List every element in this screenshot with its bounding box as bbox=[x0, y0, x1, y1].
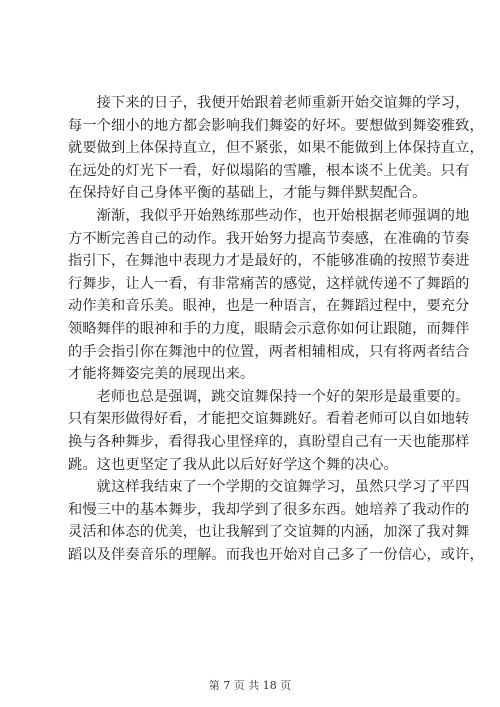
text-line: 和慢三中的基本舞步，我却学到了很多东西。她培养了我动作的 bbox=[68, 501, 470, 518]
text-line: 跳。这也更坚定了我从此以后好好学这个舞的决心。 bbox=[68, 456, 398, 473]
text-line: 指引下，在舞池中表现力才是最好的，不能够准确的按照节奏进 bbox=[68, 253, 470, 270]
text-line: 接下来的日子，我便开始跟着老师重新开始交谊舞的学习， bbox=[68, 95, 470, 111]
page-footer bbox=[0, 677, 500, 693]
text-line: 每一个细小的地方都会影响我们舞姿的好坏。要想做到舞姿雅致， bbox=[68, 117, 484, 134]
text-line: 才能将舞姿完美的展现出来。 bbox=[68, 366, 255, 383]
text-line: 的手会指引你在舞池中的位置，两者相辅相成，只有将两者结合 bbox=[68, 343, 470, 360]
paragraph-3 bbox=[68, 386, 470, 476]
paragraph-1 bbox=[68, 92, 484, 205]
text-line: 就要做到上体保持直立，但不紧张，如果不能做到上体保持直立， bbox=[68, 140, 484, 157]
text-line: 渐渐，我似乎开始熟练那些动作，也开始根据老师强调的地 bbox=[68, 207, 470, 224]
text-line: 方不断完善自己的动作。我开始努力提高节奏感，在准确的节奏 bbox=[68, 230, 470, 247]
document-body bbox=[68, 92, 484, 566]
text-line: 就这样我结束了一个学期的交谊舞学习，虽然只学习了平四 bbox=[68, 479, 470, 496]
paragraph-2 bbox=[68, 205, 470, 386]
text-line: 老师也总是强调，跳交谊舞保持一个好的架形是最重要的。 bbox=[68, 388, 470, 405]
text-line: 只有架形做得好看，才能把交谊舞跳好。看着老师可以自如地转 bbox=[68, 411, 470, 428]
text-line: 灵活和体态的优美，也让我解到了交谊舞的内涵，加深了我对舞 bbox=[68, 524, 470, 541]
text-line: 领略舞伴的眼神和手的力度，眼睛会示意你如何让跟随，而舞伴 bbox=[68, 320, 470, 337]
text-line: 行舞步，让人一看，有非常痛苦的感觉，这样就传递不了舞蹈的 bbox=[68, 275, 470, 292]
text-line: 动作美和音乐美。眼神，也是一种语言，在舞蹈过程中，要充分 bbox=[68, 298, 470, 315]
text-line: 蹈以及伴奏音乐的理解。而我也开始对自己多了一份信心，或许， bbox=[68, 546, 484, 563]
paragraph-4 bbox=[68, 476, 484, 566]
text-line: 在远处的灯光下一看，好似塌陷的雪雕，根本谈不上优美。只有 bbox=[68, 162, 470, 179]
text-line: 在保持好自己身体平衡的基础上，才能与舞伴默契配合。 bbox=[68, 185, 427, 202]
text-line: 换与各种舞步，看得我心里怪痒的，真盼望自己有一天也能那样 bbox=[68, 433, 470, 450]
page-number-label: 第 7 页 共 18 页 bbox=[208, 679, 292, 692]
